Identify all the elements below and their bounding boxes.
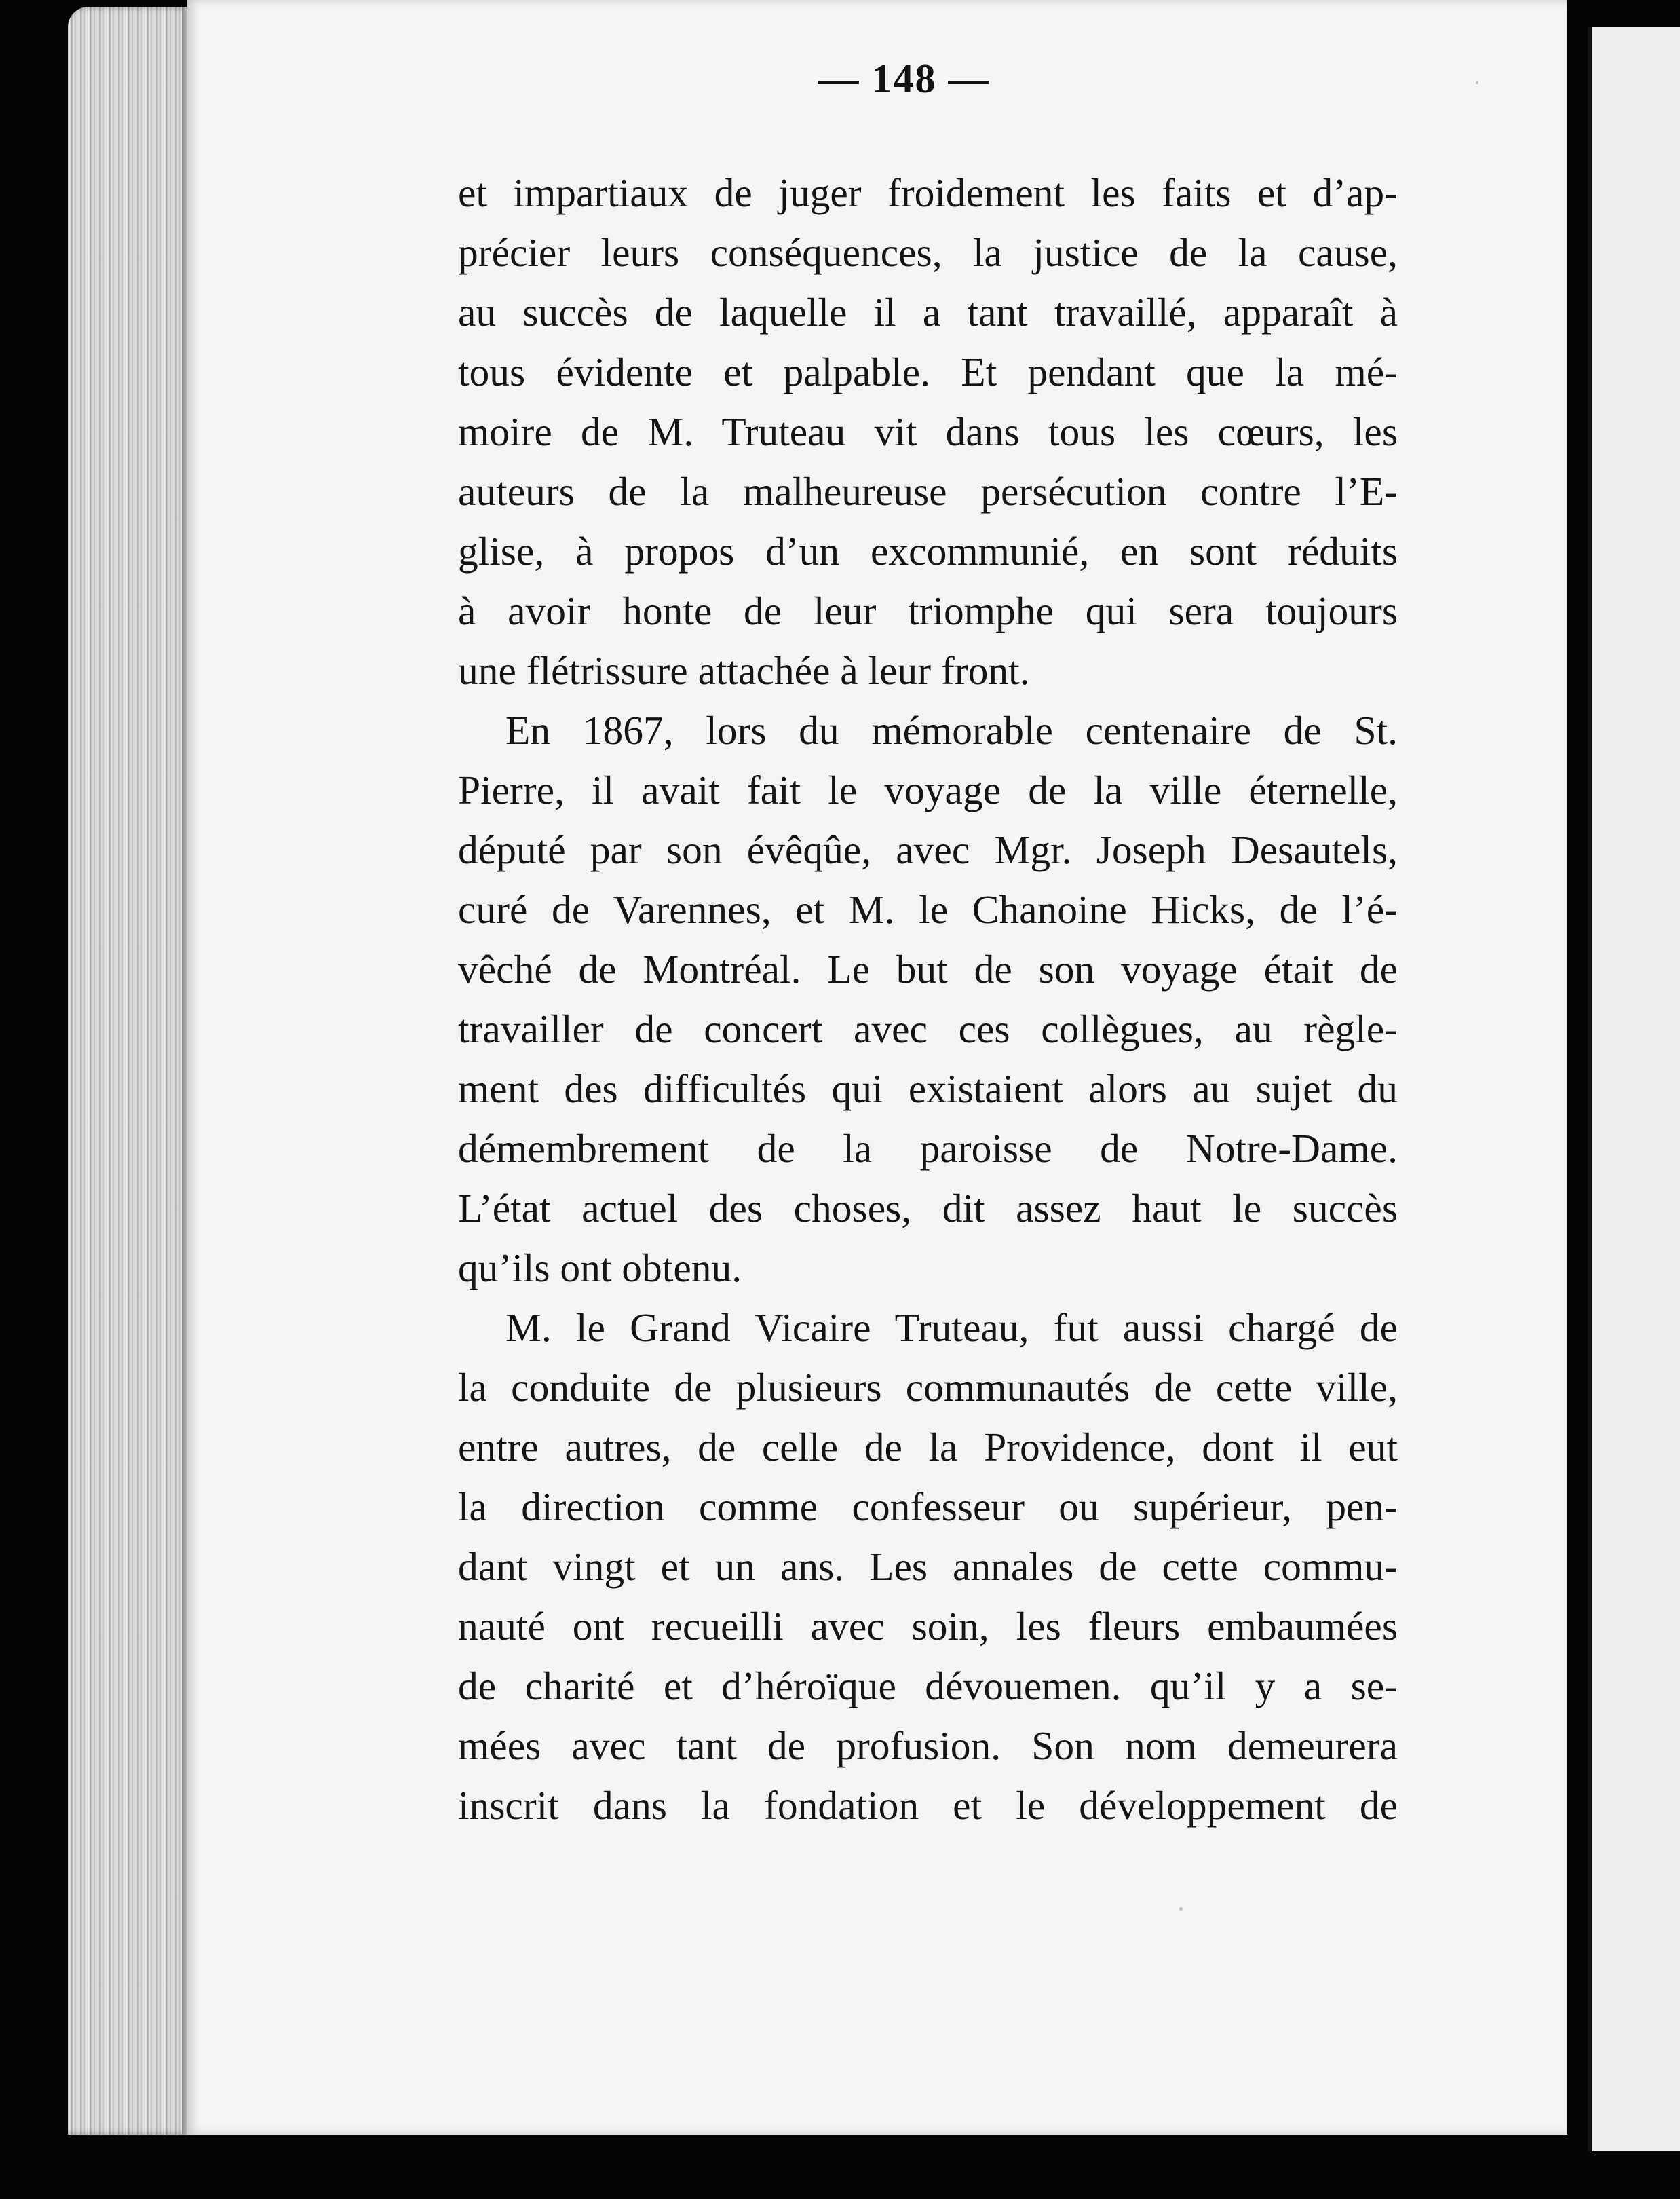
text-line: précier leurs conséquences, la justice de la cause,: [458, 230, 1398, 275]
text-line: moire de M. Truteau vit dans tous les cœurs, les: [458, 409, 1398, 454]
text-line: glise, à propos d’un excommunié, en sont réduits: [458, 529, 1398, 574]
paragraph: [458, 1298, 1398, 1835]
text-line: auteurs de la malheureuse persécution contre l’E-: [458, 469, 1398, 514]
text-line: travailler de concert avec ces collègues, au règle-: [458, 1007, 1398, 1051]
text-line: L’état actuel des choses, dit assez haut le succès: [458, 1186, 1398, 1230]
text-line: la conduite de plusieurs communautés de cette ville,: [458, 1365, 1398, 1410]
text-line: député par son évêqûe, avec Mgr. Joseph Desautels,: [458, 827, 1398, 872]
text-line: au succès de laquelle il a tant travaillé, apparaît à: [458, 290, 1398, 335]
text-line: M. le Grand Vicaire Truteau, fut aussi chargé de: [505, 1305, 1398, 1350]
paper-speck: [1179, 1907, 1183, 1911]
text-line: curé de Varennes, et M. le Chanoine Hicks, de l’é-: [458, 887, 1398, 932]
body-text: [458, 163, 1398, 1835]
paragraph: [458, 163, 1398, 700]
book-page-edges: [68, 7, 190, 2135]
text-line: la direction comme confesseur ou supérieur, pen-: [458, 1484, 1398, 1529]
page-number: — 148 —: [818, 56, 991, 101]
text-line: Pierre, il avait fait le voyage de la ville éternelle,: [458, 768, 1398, 812]
paper-speck: [1476, 81, 1478, 84]
text-line: vêché de Montréal. Le but de son voyage était de: [458, 947, 1398, 992]
text-line: ment des difficultés qui existaient alors au sujet du: [458, 1066, 1398, 1111]
text-line: à avoir honte de leur triomphe qui sera toujours: [458, 588, 1398, 633]
text-line: et impartiaux de juger froidement les faits et d’ap-: [458, 170, 1398, 215]
text-line: entre autres, de celle de la Providence, dont il eut: [458, 1425, 1398, 1469]
text-line: nauté ont recueilli avec soin, les fleurs embaumées: [458, 1604, 1398, 1649]
text-line: En 1867, lors du mémorable centenaire de St.: [505, 708, 1398, 753]
text-line: qu’ils ont obtenu.: [458, 1245, 742, 1290]
text-line: dant vingt et un ans. Les annales de cette commu-: [458, 1544, 1398, 1589]
text-line: mées avec tant de profusion. Son nom demeurera: [458, 1723, 1398, 1768]
text-line: une flétrissure attachée à leur front.: [458, 648, 1030, 693]
text-line: de charité et d’héroïque dévouemen. qu’il y a se-: [458, 1664, 1398, 1708]
text-line: inscrit dans la fondation et le développement de: [458, 1783, 1398, 1828]
facing-page-edge: [1588, 27, 1680, 2151]
paragraph: [458, 700, 1398, 1298]
text-line: démembrement de la paroisse de Notre-Dame.: [458, 1126, 1398, 1171]
text-line: tous évidente et palpable. Et pendant que la mé-: [458, 350, 1398, 394]
